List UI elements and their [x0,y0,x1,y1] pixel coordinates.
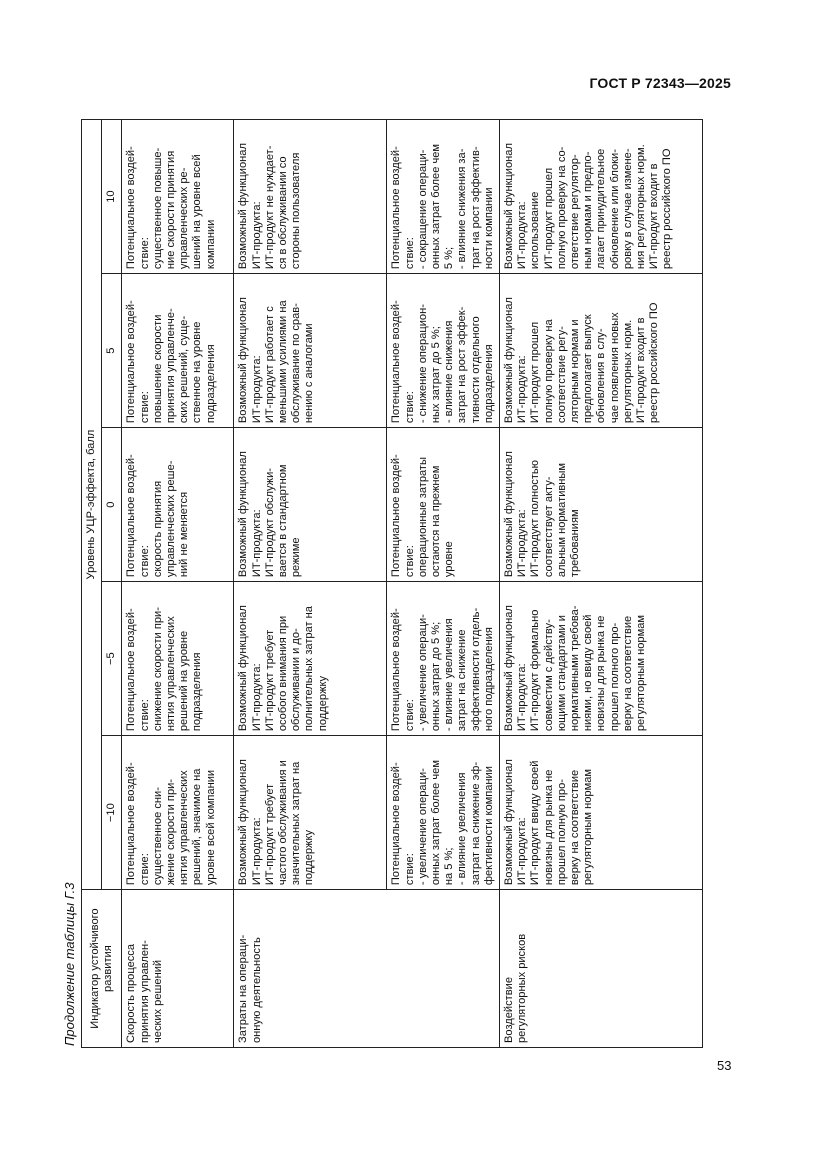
cell-line: тивности отдельного [469,316,482,424]
level-cell [122,120,234,274]
cell-line: компании [204,219,217,270]
indicator-cell [234,890,500,1048]
cell-line: существенное сни- [151,787,164,886]
cell-line: ственное на уровне [191,321,204,424]
header-level: 10 [102,120,122,274]
cell-line: ответствие регулятор- [569,154,582,270]
level-cell [500,428,703,582]
cell-line: предполагает выпуск [582,314,595,424]
level-cell [500,120,703,274]
document-id: ГОСТ Р 72343—2025 [589,75,731,91]
table-row [234,120,387,1048]
header-level-group: Уровень УЦР-эффекта, балл [82,120,102,890]
header-row-1 [82,120,102,1048]
cell-line: затрат на снижение [456,629,469,732]
cell-line: Возможный функционал [503,297,516,424]
cell-line: обновления в слу- [595,328,608,424]
level-cell [234,274,387,428]
cell-line: ствие: [403,391,416,424]
cell-line: ИТ-продукт требует [263,629,276,732]
indicator-line: онную деятельность [250,937,263,1043]
cell-line: решений, значимое на [191,768,204,886]
indicator-cell [500,890,703,1048]
cell-line: Потенциальное воздей- [125,608,138,732]
header-level: −10 [102,736,122,890]
cell-line: полную проверку на со- [555,146,568,270]
rotated-table-container [81,119,699,1048]
indicator-line: ческих решений [151,959,164,1043]
cell-line: соответствие регу- [555,326,568,424]
indicator-line: регуляторных рисков [516,933,529,1043]
level-cell [500,274,703,428]
cell-line: обслуживании и до- [290,628,303,732]
cell-line: Потенциальное воздей- [125,454,138,578]
cell-line: ИТ-продукт формально [529,609,542,732]
cell-line: подразделения [191,652,204,732]
cell-line: - влияние снижения за- [456,148,469,270]
cell-line: Возможный функционал [237,759,250,886]
cell-line: Возможный функционал [503,143,516,270]
cell-line: повышение скорости [151,314,164,424]
cell-line: ствие: [403,545,416,578]
cell-line: - влияние увеличения [443,618,456,732]
header-level: −5 [102,582,122,736]
cell-line: ных затрат до 5 %; [430,326,443,424]
cell-line: Потенциальное воздей- [390,300,403,424]
cell-line: требованиям [569,509,582,578]
cell-line: поддержку [316,675,329,732]
cell-line: реестр российского ПО [661,148,674,270]
cell-line: Потенциальное воздей- [390,608,403,732]
cell-line: - увеличение операци- [416,768,429,886]
cell-line: онных затрат более чем [430,143,443,270]
cell-line: меньшими усилиями на [277,300,290,424]
level-cell [387,582,500,736]
cell-line: ИТ-продукта: [516,509,529,578]
cell-line: ИТ-продукт обслужи- [263,468,276,578]
cell-line: ствие: [138,391,151,424]
cell-line: ности компании [482,187,495,270]
cell-line: Потенциальное воздей- [390,454,403,578]
cell-line: регуляторным нормам [635,614,648,732]
cell-line: уровне всей компании [204,769,217,886]
cell-line: ровку в случае измене- [621,148,634,270]
cell-line: лагает принудительное [595,148,608,270]
cell-line: особого внимания при [277,615,290,732]
header-indicator-line: Индикатор устойчивого [88,908,101,1029]
cell-line: Возможный функционал [237,451,250,578]
cell-line: скорость принятия [151,480,164,578]
cell-line: операционные затраты [416,457,429,578]
cell-line: - влияние увеличения [456,772,469,886]
cell-line: ния регуляторных норм. [635,144,648,270]
cell-line: ся в обслуживании со [277,156,290,270]
cell-line: альным нормативным [555,462,568,578]
cell-line: ствие: [138,699,151,732]
table-row [122,120,234,1048]
cell-line: шений на уровне всей [191,154,204,270]
cell-line: прошел полную про- [555,779,568,886]
cell-line: уровне [443,541,456,578]
cell-line: стороны пользователя [290,152,303,270]
cell-line: ний не меняется [178,491,191,578]
level-cell [122,736,234,890]
cell-line: ляторным нормам и [569,319,582,424]
cell-line: чае появления новых [608,312,621,424]
cell-line: ствие: [138,237,151,270]
sustainability-table [81,119,703,1048]
cell-line: полнительных затрат на [303,606,316,732]
cell-line: ИТ-продукта: [516,817,529,886]
indicator-line: Скорость процесса [125,944,138,1043]
cell-line: Возможный функционал [237,143,250,270]
cell-line: ИТ-продукта: [250,509,263,578]
cell-line: новизны для рынка не [595,615,608,732]
cell-line: ствие: [403,853,416,886]
level-cell [387,736,500,890]
cell-line: 5 %; [443,246,456,270]
cell-line: Потенциальное воздей- [390,146,403,270]
cell-line: Возможный функционал [237,297,250,424]
cell-line: ствие: [403,237,416,270]
cell-line: ИТ-продукта: [516,663,529,732]
cell-line: ние скорости принятия [165,150,178,270]
cell-line: онных затрат более чем [430,760,443,886]
level-cell [387,120,500,274]
cell-line: онных затрат до 5 %; [430,621,443,732]
level-cell [387,428,500,582]
cell-line: ИТ-продукта: [516,355,529,424]
cell-line: - увеличение операци- [416,614,429,732]
cell-line: соответствует акту- [542,476,555,578]
cell-line: жение скорости при- [165,778,178,886]
cell-line: нению с аналогами [303,323,316,424]
cell-line: ющими стандартами и [555,615,568,732]
cell-line: реестр российского ПО [648,302,661,424]
cell-line: Потенциальное воздей- [390,762,403,886]
cell-line: прошел полного про- [608,622,621,732]
header-indicator-line: развития [101,945,114,992]
cell-line: ниями, но ввиду своей [582,614,595,732]
cell-line: новизны для рынка не [542,769,555,886]
cell-line: ИТ-продукт полностью [529,460,542,578]
cell-line: ИТ-продукт прошел [529,321,542,424]
cell-line: ИТ-продукт входит в [648,163,661,270]
table-row [500,120,703,1048]
header-indicator [82,890,122,1048]
indicator-cell [122,890,234,1048]
cell-line: снижение скорости при- [151,607,164,732]
cell-line: - снижение операцион- [416,304,429,424]
cell-line: Возможный функционал [503,759,516,886]
cell-line: Потенциальное воздей- [125,300,138,424]
cell-line: на 5 %; [443,847,456,886]
cell-line: - сокращение операци- [416,149,429,270]
cell-line: затрат на снижение эф- [469,761,482,886]
header-level: 5 [102,274,122,428]
cell-line: ИТ-продукта: [516,201,529,270]
cell-line: ИТ-продукта: [250,817,263,886]
cell-line: принятия управленче- [165,308,178,424]
cell-line: ИТ-продукт требует [263,783,276,886]
cell-line: верку на соответствие [569,769,582,886]
level-cell [234,736,387,890]
cell-line: трат на рост эффектив- [469,146,482,270]
cell-line: Потенциальное воздей- [125,146,138,270]
cell-line: регуляторным нормам [582,769,595,886]
cell-line: управленческих ре- [178,167,191,270]
cell-line: ным нормам и предпо- [582,151,595,270]
table-caption: Продолжение таблицы Г.3 [62,882,77,1046]
indicator-line: Затраты на операци- [237,934,250,1043]
cell-line: ного подразделения [482,627,495,732]
level-cell [122,428,234,582]
level-cell [234,582,387,736]
cell-line: ствие: [138,545,151,578]
indicator-line: принятия управлен- [138,940,151,1043]
cell-line: верку на соответствие [621,615,634,732]
page-number: 53 [717,1058,732,1073]
cell-line: значительных затрат на [290,761,303,886]
cell-line: ствие: [403,699,416,732]
cell-line: ИТ-продукт не нуждает- [263,145,276,270]
cell-line: ИТ-продукт прошел [542,167,555,270]
cell-line: нятия управленческих [178,770,191,886]
cell-line: частого обслуживания и [277,760,290,886]
header-level: 0 [102,428,122,582]
cell-line: управленческих реше- [165,460,178,578]
cell-line: обслуживание по срав- [290,303,303,424]
cell-line: совместим с действу- [542,619,555,732]
cell-line: нормативными требова- [569,605,582,732]
cell-line: подразделения [482,344,495,424]
level-cell [234,120,387,274]
cell-line: ских решений, суще- [178,315,191,424]
cell-line: использование [529,191,542,270]
cell-line: регуляторных норм. [621,319,634,424]
cell-line: решений на уровне [178,630,191,732]
cell-line: эффективности отдель- [469,607,482,732]
cell-line: фективности компании [482,766,495,886]
cell-line: обновление или блоки- [608,149,621,270]
cell-line: подразделения [204,344,217,424]
cell-line: Потенциальное воздей- [125,762,138,886]
cell-line: режиме [290,537,303,578]
cell-line: ИТ-продукт ввиду своей [529,760,542,886]
level-cell [122,582,234,736]
cell-line: Возможный функционал [503,451,516,578]
cell-line: нятия управленческих [165,616,178,732]
level-cell [387,274,500,428]
level-cell [500,736,703,890]
cell-line: ствие: [138,853,151,886]
cell-line: полную проверку на [542,319,555,424]
cell-line: Возможный функционал [503,605,516,732]
cell-line: существенное повыше- [151,147,164,270]
cell-line: ИТ-продукта: [250,201,263,270]
cell-line: затрат на рост эффек- [456,306,469,424]
indicator-line: Воздействие [503,976,516,1043]
cell-line: ИТ-продукта: [250,355,263,424]
cell-line: ИТ-продукта: [250,663,263,732]
cell-line: остаются на прежнем [430,465,443,578]
level-cell [500,582,703,736]
cell-line: вается в стандартном [277,464,290,578]
cell-line: Возможный функционал [237,605,250,732]
level-cell [122,274,234,428]
cell-line: ИТ-продукт работает с [263,306,276,424]
cell-line: ИТ-продукт входит в [635,317,648,424]
cell-line: - влияние снижения [443,320,456,424]
level-cell [234,428,387,582]
cell-line: поддержку [303,830,316,886]
